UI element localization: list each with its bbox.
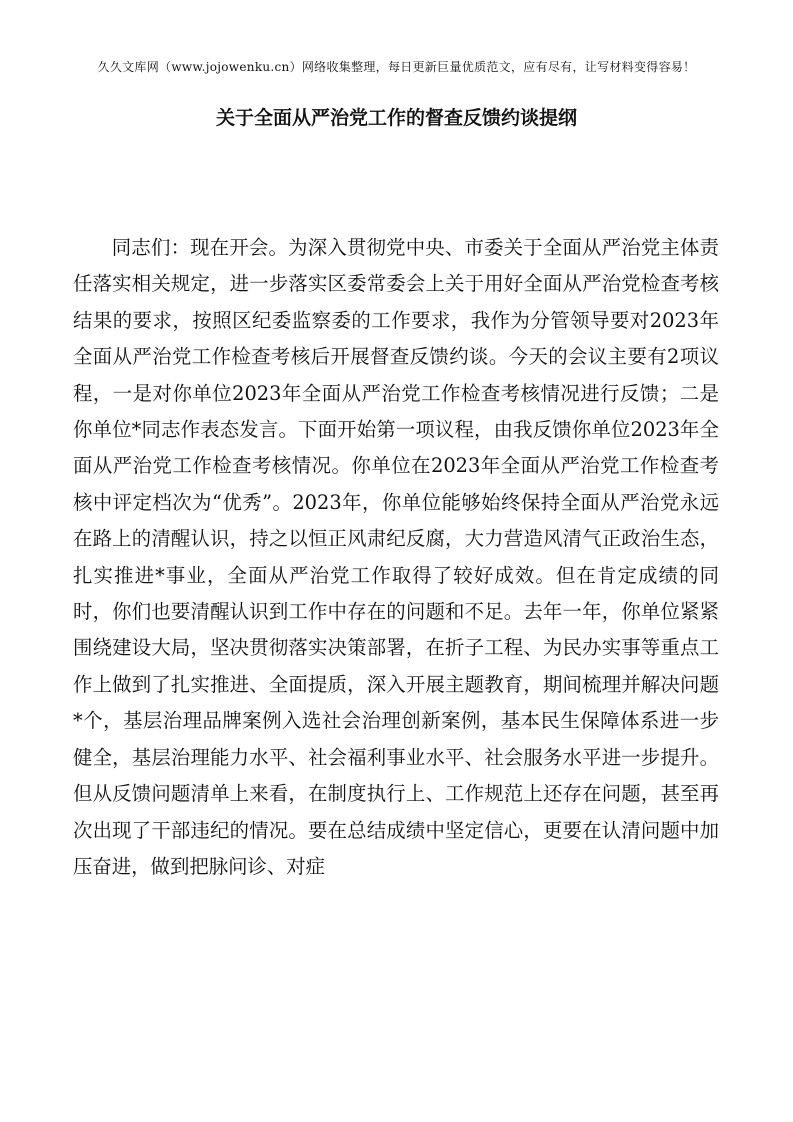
document-title: 关于全面从严治党工作的督查反馈约谈提纲	[215, 107, 577, 129]
header-note: 久久文库网（www.jojowenku.cn）网络收集整理，每日更新巨量优质范文，应有尽有，让写材料变得容易！	[97, 60, 696, 74]
body-paragraph: 同志们：现在开会。为深入贯彻党中央、市委关于全面从严治党主体责任落实相关规定，进一步落实区委常委会上关于用好全面从严治党检查考核结果的要求，按照区纪委监察委的工作要求，我作为分管领导要对2023年全面从严治党工作检查考核后开展督查反馈约谈。今天的会议主要有2项议程，一是对你单位2023年全面从严治党工作检查考核情况进行反馈；二是你单位*同志作表态发言。下面开始第一项议程，由我反馈你单位2023年全面从严治党工作检查考核情况。你单位在2023年全面从严治党工作检查考核中评定档次为“优秀”。2023年，你单位能够始终保持全面从严治党永远在路上的清醒认识，持之以恒正风肃纪反腐，大力营造风清气正政治生态，扎实推进*事业，全面从严治党工作取得了较好成效。但在肯定成绩的同时，你们也要清醒认识到工作中存在的问题和不足。去年一年，你单位紧紧围绕建设大局，坚决贯彻落实决策部署，在折子工程、为民办实事等重点工作上做到了扎实推进、全面提质，深入开展主题教育，期间梳理并解决问题*个，基层治理品牌案例入选社会治理创新案例，基本民生保障体系进一步健全，基层治理能力水平、社会福利事业水平、社会服务水平进一步提升。但从反馈问题清单上来看，在制度执行上、工作规范上还存在问题，甚至再次出现了干部违纪的情况。要在总结成绩中坚定信心，更要在认清问题中加压奋进，做到把脉问诊、对症	[73, 236, 719, 878]
